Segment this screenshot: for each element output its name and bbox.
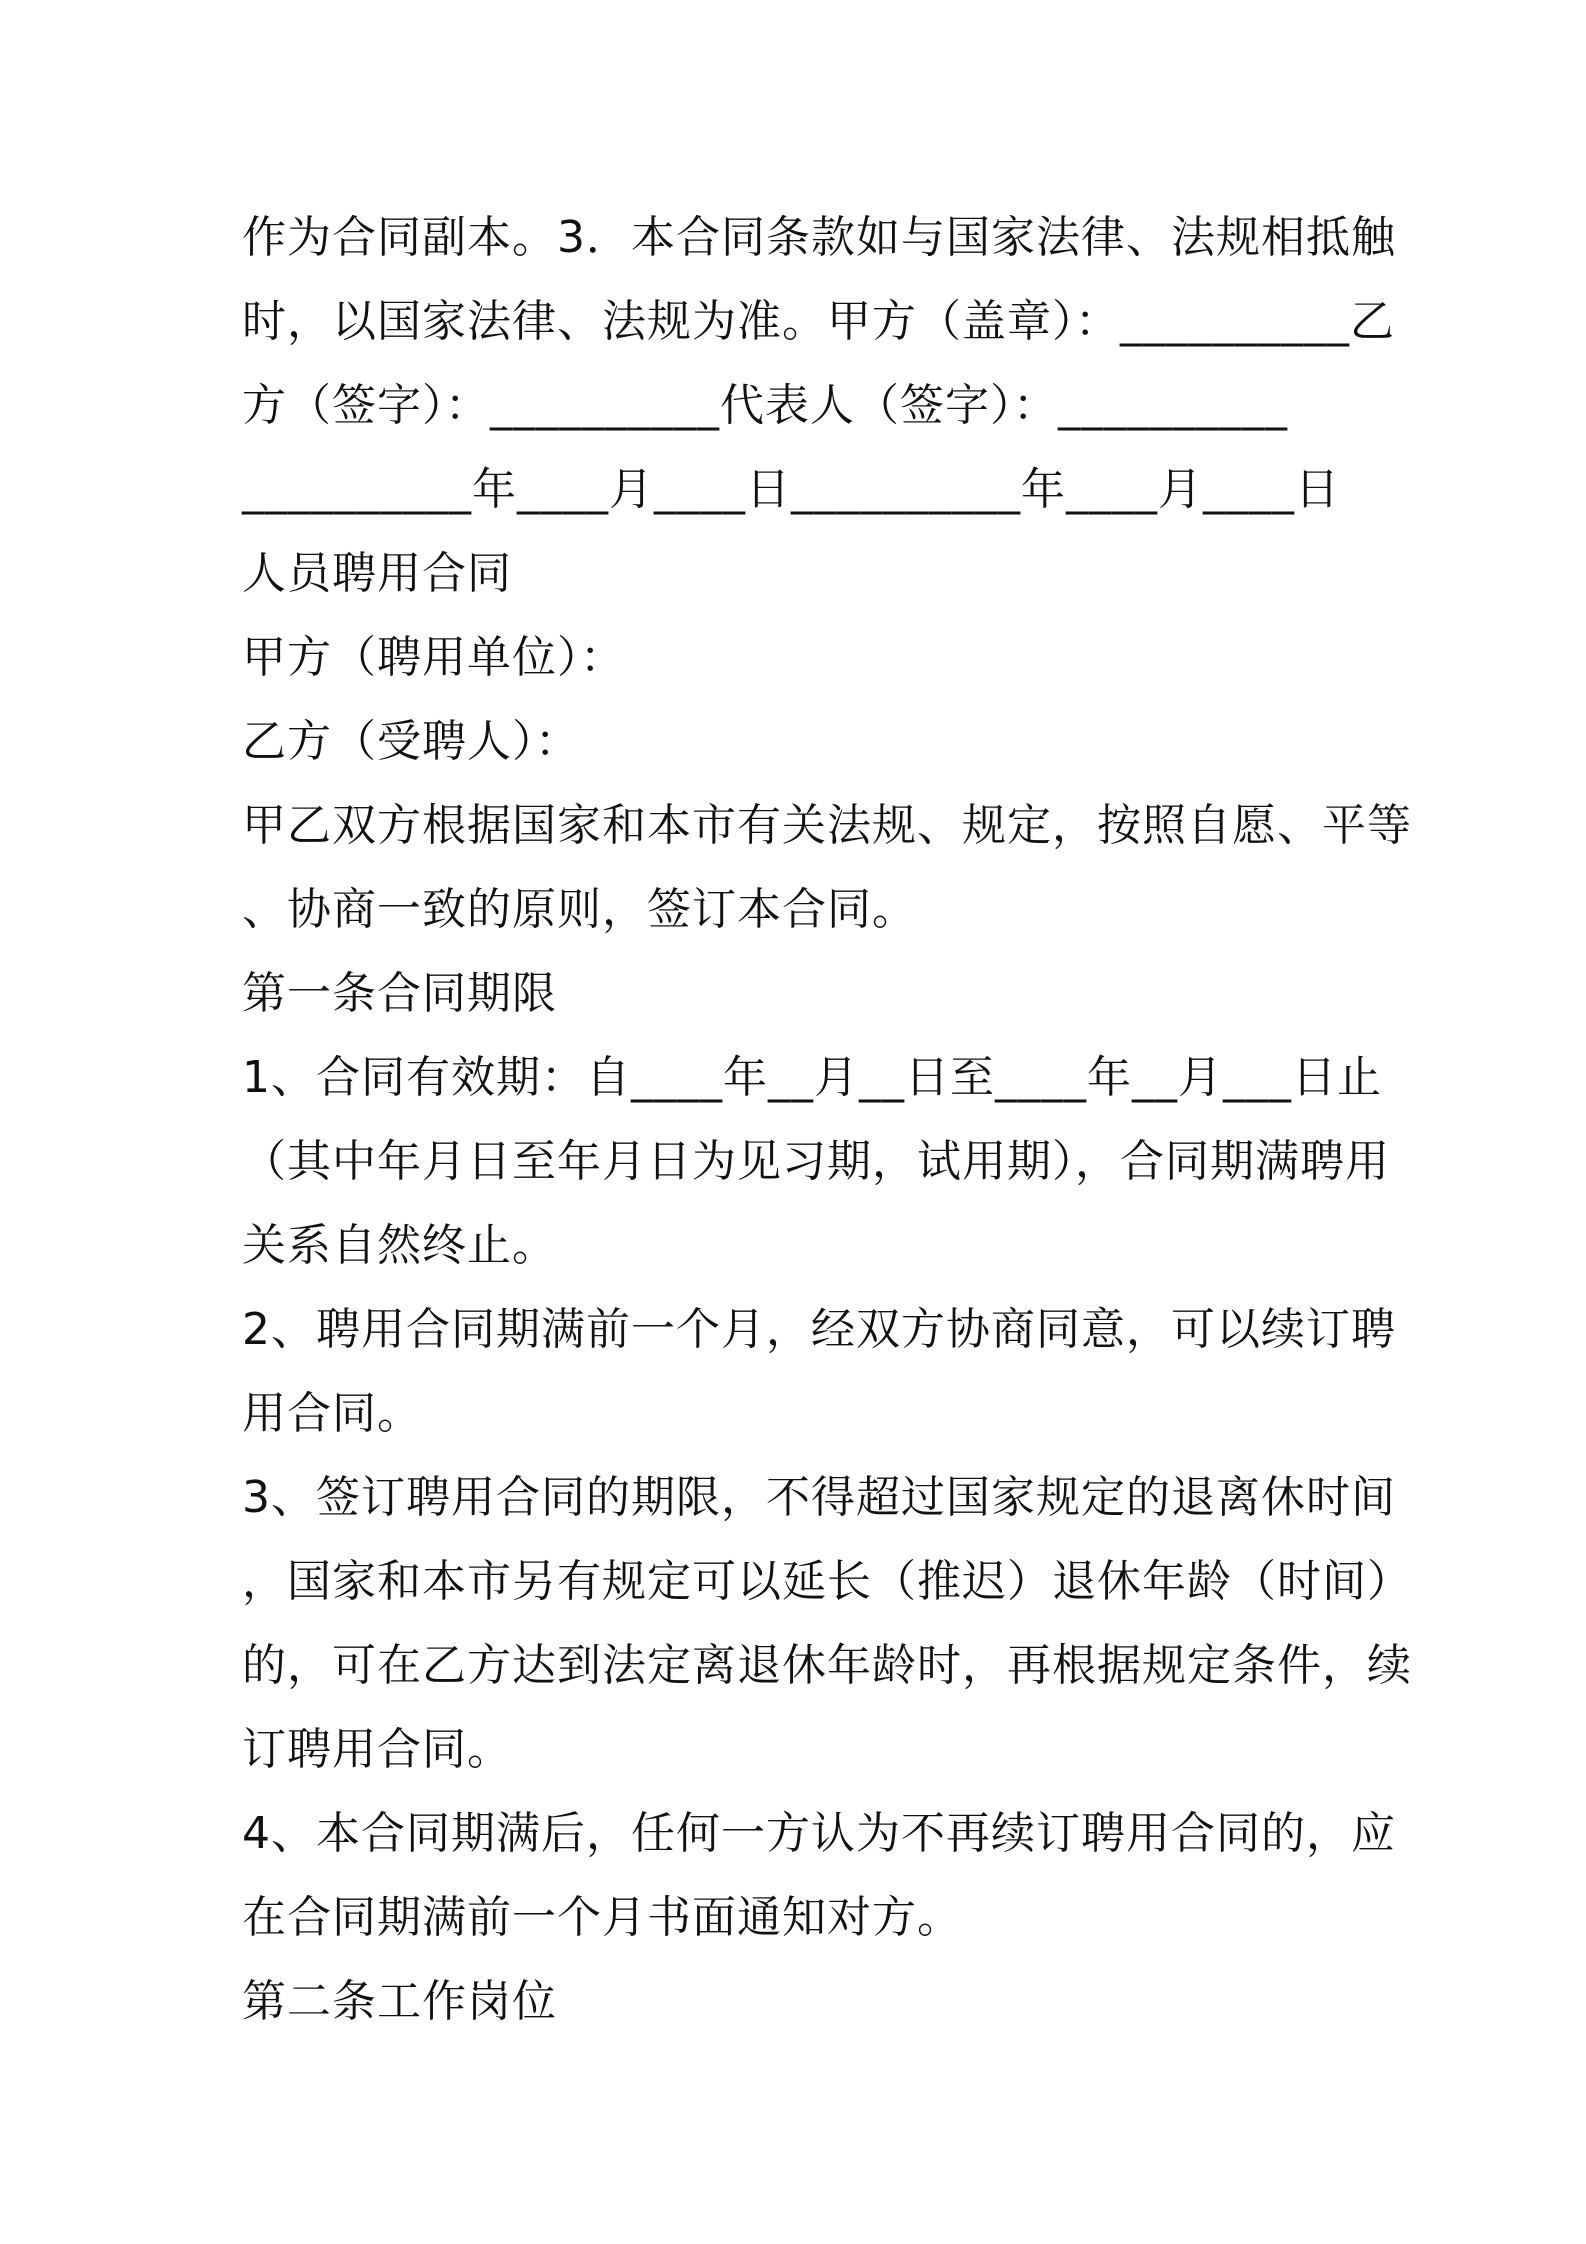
clause-line: 1、合同有效期：自____年__月__日至____年__月___日止 (242, 1052, 1382, 1103)
contract-title: 人员聘用合同 (242, 548, 512, 599)
clause-line: 3、签订聘用合同的期限，不得超过国家规定的退离休时间 (242, 1472, 1396, 1523)
text-line: ，国家和本市另有规定可以延长（推迟）退休年龄（时间） (242, 1556, 1412, 1607)
text-line: 在合同期满前一个月书面通知对方。 (242, 1892, 962, 1943)
article-heading: 第一条合同期限 (242, 968, 557, 1019)
text-line: 时，以国家法律、法规为准。甲方（盖章）：__________乙 (242, 296, 1395, 347)
text-line: 用合同。 (242, 1388, 422, 1439)
text-line: 作为合同副本。3．本合同条款如与国家法律、法规相抵触 (242, 212, 1396, 263)
text-line: （其中年月日至年月日为见习期，试用期），合同期满聘用 (242, 1136, 1390, 1187)
clause-line: 4、本合同期满后，任何一方认为不再续订聘用合同的，应 (242, 1808, 1396, 1859)
date-line: __________年____月____日__________年____月____日 (242, 464, 1340, 515)
party-b-line: 乙方（受聘人）： (242, 716, 580, 767)
article-heading: 第二条工作岗位 (242, 1976, 557, 2027)
document-body (242, 196, 1412, 2044)
signature-line: 方（签字）：__________代表人（签字）：__________ (242, 380, 1288, 431)
party-a-line: 甲方（聘用单位）： (242, 632, 625, 683)
text-line: 、协商一致的原则，签订本合同。 (242, 884, 917, 935)
text-line: 订聘用合同。 (242, 1724, 512, 1775)
text-line: 甲乙双方根据国家和本市有关法规、规定，按照自愿、平等 (242, 800, 1412, 851)
text-line: 关系自然终止。 (242, 1220, 557, 1271)
clause-line: 2、聘用合同期满前一个月，经双方协商同意，可以续订聘 (242, 1304, 1396, 1355)
text-line: 的，可在乙方达到法定离退休年龄时，再根据规定条件，续 (242, 1640, 1412, 1691)
